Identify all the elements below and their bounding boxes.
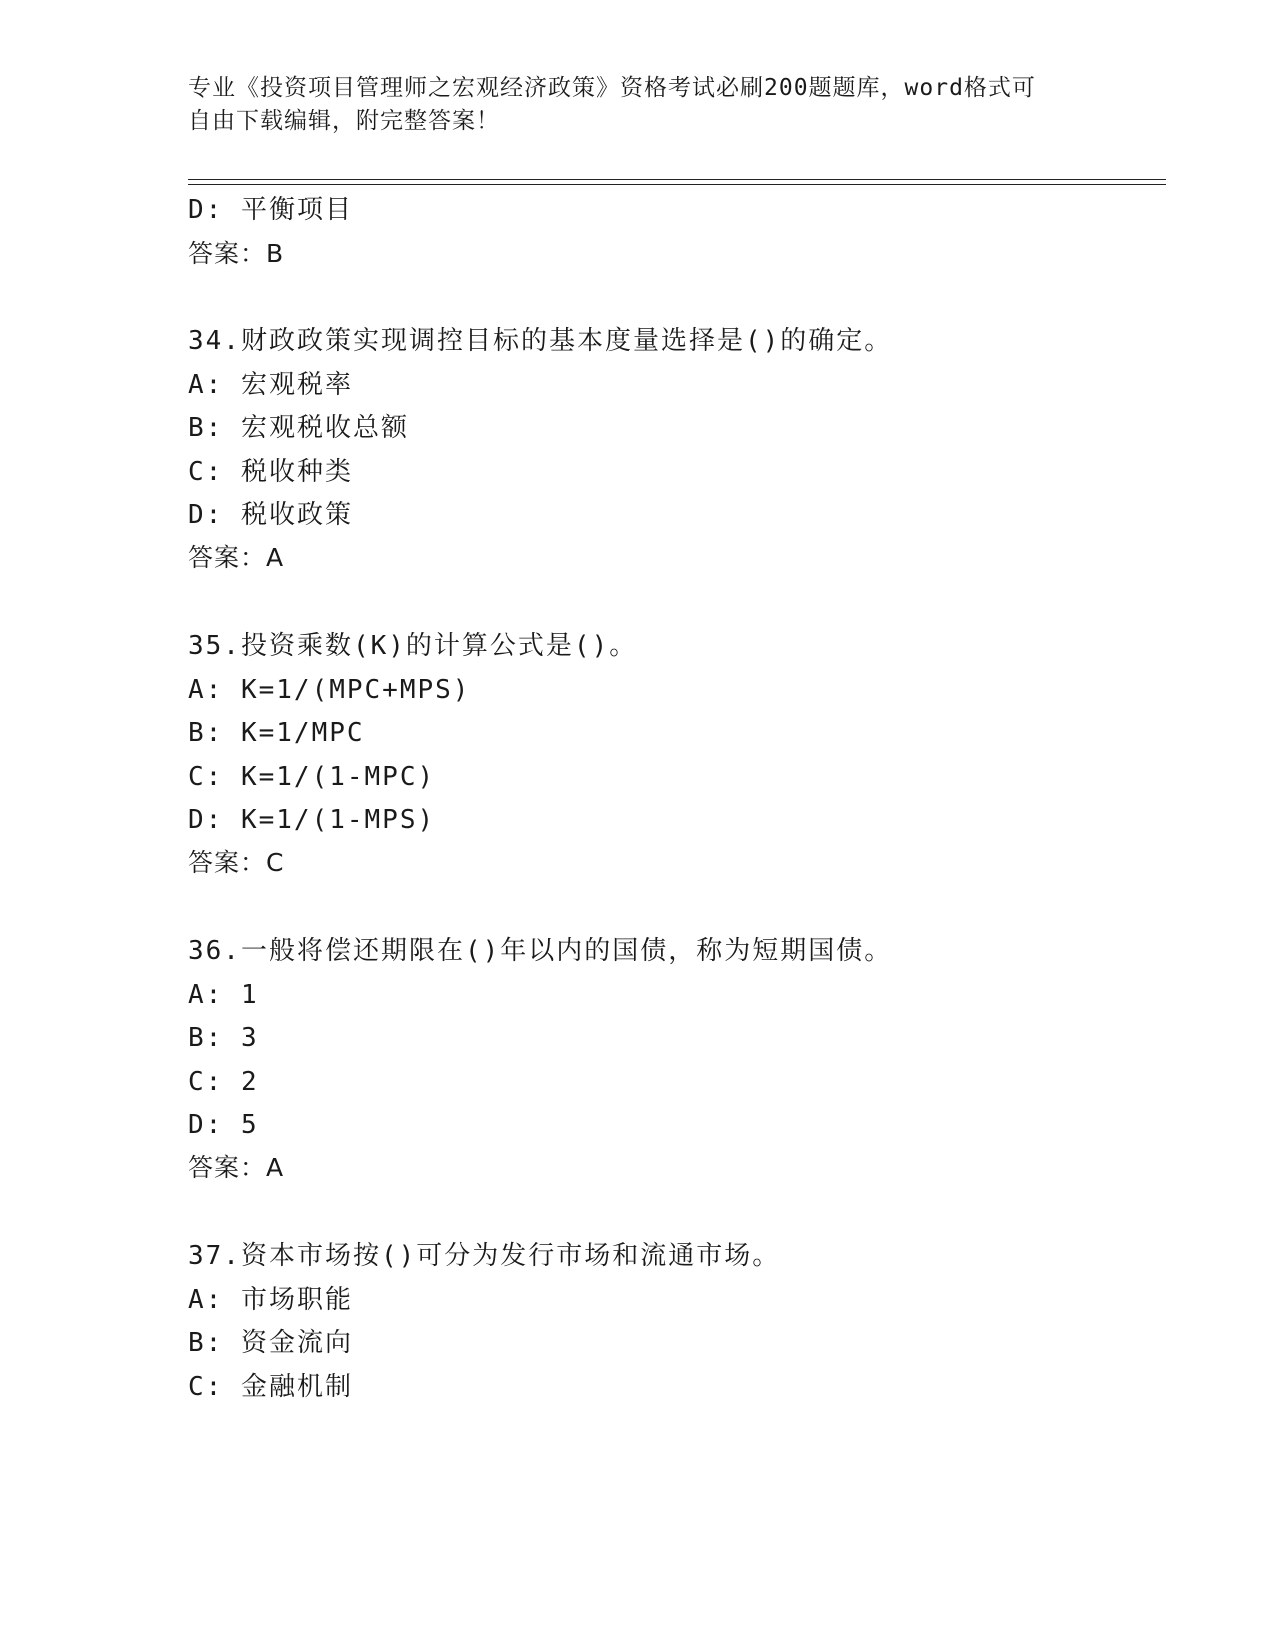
- option-d: D: 平衡项目: [188, 195, 353, 225]
- question-stem-35: 35.投资乘数(K)的计算公式是()。: [188, 631, 638, 661]
- option-a: A: 1: [188, 980, 259, 1010]
- header-line-1: 专业《投资项目管理师之宏观经济政策》资格考试必刷200题题库，word格式可: [188, 75, 1036, 101]
- answer-line: 答案：A: [188, 1153, 285, 1182]
- option-c: C: 2: [188, 1067, 259, 1097]
- answer-line: 答案：A: [188, 543, 285, 572]
- option-a: A: K=1/(MPC+MPS): [188, 675, 471, 705]
- option-a: A: 市场职能: [188, 1285, 353, 1315]
- header-rule-top: [188, 179, 1166, 180]
- option-c: C: 税收种类: [188, 457, 353, 487]
- question-stem-37: 37.资本市场按()可分为发行市场和流通市场。: [188, 1241, 781, 1271]
- document-header: [188, 72, 1088, 138]
- option-b: B: K=1/MPC: [188, 718, 365, 748]
- question-stem-36: 36.一般将偿还期限在()年以内的国债，称为短期国债。: [188, 936, 893, 966]
- option-b: B: 3: [188, 1023, 259, 1053]
- header-line-2: 自由下载编辑，附完整答案！: [188, 108, 500, 134]
- option-c: C: K=1/(1-MPC): [188, 762, 436, 792]
- option-b: B: 宏观税收总额: [188, 413, 409, 443]
- option-d: D: 税收政策: [188, 500, 353, 530]
- option-b: B: 资金流向: [188, 1328, 353, 1358]
- answer-line: 答案：B: [188, 239, 285, 268]
- option-a: A: 宏观税率: [188, 370, 353, 400]
- header-rule-bottom: [188, 184, 1166, 185]
- option-c: C: 金融机制: [188, 1372, 353, 1402]
- question-stem-34: 34.财政政策实现调控目标的基本度量选择是()的确定。: [188, 326, 893, 356]
- option-d: D: K=1/(1-MPS): [188, 805, 436, 835]
- answer-line: 答案：C: [188, 848, 285, 877]
- option-d: D: 5: [188, 1110, 259, 1140]
